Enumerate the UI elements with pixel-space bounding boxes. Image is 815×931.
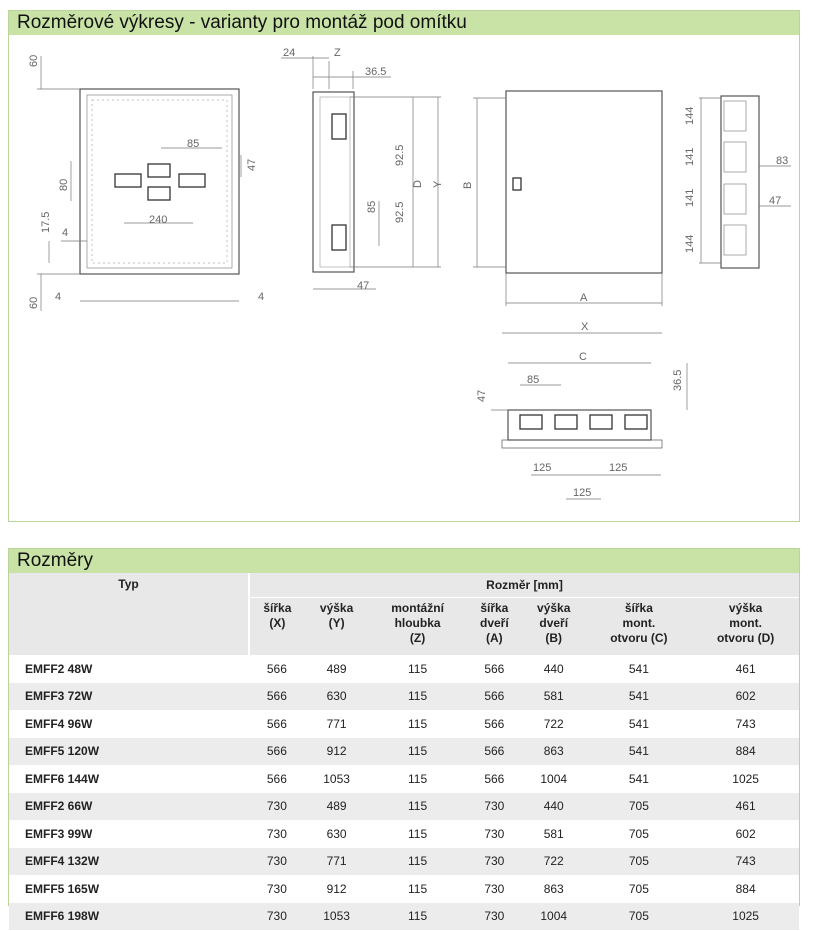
value-cell: 1004	[522, 765, 586, 793]
value-cell: 566	[467, 765, 522, 793]
value-cell: 115	[368, 875, 466, 903]
column-header-line: (A)	[485, 631, 503, 645]
column-header-line: šířka	[263, 601, 292, 615]
value-cell: 705	[586, 793, 693, 821]
type-cell: EMFF6 198W	[9, 903, 249, 931]
column-header	[467, 598, 522, 656]
column-header-line: (Y)	[328, 616, 345, 630]
dim-141-b: 141	[684, 188, 696, 207]
dim-47-top: 47	[476, 389, 488, 402]
value-cell: 912	[305, 738, 369, 766]
dim-47-side: 47	[357, 280, 370, 292]
value-cell: 566	[249, 765, 305, 793]
value-cell: 115	[368, 710, 466, 738]
column-header-line: mont.	[729, 616, 762, 630]
value-cell: 730	[467, 903, 522, 931]
dim-b: B	[462, 181, 474, 189]
column-header-line: (Z)	[409, 631, 426, 645]
value-cell: 730	[467, 820, 522, 848]
value-cell: 722	[522, 710, 586, 738]
drawings-panel	[8, 10, 800, 522]
value-cell: 884	[692, 738, 799, 766]
value-cell: 602	[692, 820, 799, 848]
dim-36-5: 36.5	[365, 66, 387, 78]
value-cell: 730	[249, 848, 305, 876]
door-view	[462, 91, 662, 306]
type-cell: EMFF5 165W	[9, 875, 249, 903]
column-header-line: šířka	[624, 601, 653, 615]
dim-4-a: 4	[62, 227, 69, 239]
column-header-line: dveří	[479, 616, 509, 630]
dim-85: 85	[187, 138, 200, 150]
value-cell: 440	[522, 793, 586, 821]
dimensions-table	[9, 573, 799, 931]
value-cell: 541	[586, 655, 693, 683]
table-row	[9, 710, 799, 738]
table-row	[9, 793, 799, 821]
column-header-line: montážní	[391, 601, 444, 615]
type-cell: EMFF2 48W	[9, 655, 249, 683]
column-header-line: mont.	[622, 616, 656, 630]
value-cell: 771	[305, 710, 369, 738]
value-cell: 115	[368, 683, 466, 711]
value-cell: 863	[522, 875, 586, 903]
side-view	[281, 47, 444, 292]
table-row	[9, 683, 799, 711]
value-cell: 115	[368, 738, 466, 766]
column-header-line: otvoru (D)	[716, 631, 775, 645]
dim-83: 83	[776, 155, 789, 167]
dim-47-profile: 47	[769, 195, 782, 207]
value-cell: 115	[368, 820, 466, 848]
value-cell: 461	[692, 793, 799, 821]
profile-view	[684, 96, 791, 268]
value-cell: 566	[467, 710, 522, 738]
value-cell: 115	[368, 903, 466, 931]
value-cell: 566	[467, 683, 522, 711]
type-cell: EMFF3 72W	[9, 683, 249, 711]
value-cell: 705	[586, 820, 693, 848]
column-header	[305, 598, 369, 656]
table-row	[9, 875, 799, 903]
dim-144-b: 144	[684, 234, 696, 253]
column-header	[249, 598, 305, 656]
value-cell: 771	[305, 848, 369, 876]
dim-125-a: 125	[533, 462, 552, 474]
column-header	[368, 598, 466, 656]
dim-92-5-b: 92.5	[394, 201, 406, 223]
value-cell: 566	[249, 683, 305, 711]
value-cell: 461	[692, 655, 799, 683]
top-view	[476, 321, 687, 499]
value-cell: 541	[586, 710, 693, 738]
value-cell: 630	[305, 820, 369, 848]
dim-60-bottom: 60	[28, 296, 40, 309]
dim-y: Y	[432, 180, 444, 188]
value-cell: 1053	[305, 765, 369, 793]
value-cell: 730	[249, 875, 305, 903]
value-cell: 489	[305, 793, 369, 821]
technical-drawings	[9, 35, 799, 521]
dim-c: C	[579, 351, 587, 363]
value-cell: 581	[522, 683, 586, 711]
value-cell: 115	[368, 848, 466, 876]
type-cell: EMFF3 99W	[9, 820, 249, 848]
value-cell: 743	[692, 710, 799, 738]
dim-z: Z	[334, 47, 341, 59]
dim-141-a: 141	[684, 147, 696, 166]
value-cell: 566	[249, 655, 305, 683]
column-header	[692, 598, 799, 656]
front-view	[28, 55, 264, 311]
dim-144-a: 144	[684, 106, 696, 125]
group-header: Rozměr [mm]	[249, 573, 799, 598]
column-header-line: výška	[537, 601, 571, 615]
value-cell: 541	[586, 738, 693, 766]
column-header-line: otvoru (C)	[610, 631, 668, 645]
value-cell: 730	[467, 848, 522, 876]
value-cell: 730	[467, 875, 522, 903]
value-cell: 705	[586, 903, 693, 931]
dim-80: 80	[58, 178, 70, 191]
column-header-line: výška	[319, 601, 354, 615]
value-cell: 1004	[522, 903, 586, 931]
value-cell: 566	[249, 710, 305, 738]
dim-36-5-top: 36.5	[672, 369, 684, 391]
column-header-line: výška	[728, 601, 763, 615]
drawings-title: Rozměrové výkresy - varianty pro montáž pod omítku	[9, 11, 799, 35]
table-row	[9, 655, 799, 683]
dim-a: A	[580, 292, 588, 304]
column-header-line: (B)	[545, 631, 563, 645]
value-cell: 602	[692, 683, 799, 711]
type-cell: EMFF6 144W	[9, 765, 249, 793]
type-cell: EMFF5 120W	[9, 738, 249, 766]
value-cell: 566	[467, 738, 522, 766]
value-cell: 630	[305, 683, 369, 711]
type-cell: EMFF4 132W	[9, 848, 249, 876]
column-header-line: hloubka	[394, 616, 441, 630]
value-cell: 912	[305, 875, 369, 903]
value-cell: 489	[305, 655, 369, 683]
dim-x: X	[581, 321, 589, 333]
dim-60-top: 60	[28, 54, 40, 67]
value-cell: 884	[692, 875, 799, 903]
value-cell: 566	[467, 655, 522, 683]
value-cell: 115	[368, 655, 466, 683]
dimensions-panel	[8, 548, 800, 924]
value-cell: 115	[368, 793, 466, 821]
value-cell: 730	[249, 903, 305, 931]
table-row	[9, 765, 799, 793]
type-cell: EMFF4 96W	[9, 710, 249, 738]
value-cell: 1053	[305, 903, 369, 931]
dim-125-b: 125	[609, 462, 628, 474]
value-cell: 705	[586, 848, 693, 876]
value-cell: 730	[249, 820, 305, 848]
column-header	[586, 598, 693, 656]
value-cell: 1025	[692, 903, 799, 931]
dim-24: 24	[283, 47, 296, 59]
value-cell: 730	[467, 793, 522, 821]
value-cell: 863	[522, 738, 586, 766]
value-cell: 566	[249, 738, 305, 766]
value-cell: 730	[249, 793, 305, 821]
column-header-line: šířka	[480, 601, 509, 615]
table-row	[9, 738, 799, 766]
dim-d: D	[412, 180, 424, 188]
dim-92-5-a: 92.5	[394, 144, 406, 166]
table-row	[9, 848, 799, 876]
dim-17-5: 17.5	[40, 211, 52, 233]
table-row	[9, 820, 799, 848]
value-cell: 1025	[692, 765, 799, 793]
column-header-line: (X)	[269, 616, 286, 630]
dim-125-c: 125	[573, 487, 592, 499]
dim-85-top: 85	[527, 374, 540, 386]
value-cell: 722	[522, 848, 586, 876]
dim-4-right: 4	[258, 291, 265, 303]
value-cell: 541	[586, 765, 693, 793]
dim-4-left: 4	[55, 291, 62, 303]
column-header-line: dveří	[539, 616, 569, 630]
value-cell: 440	[522, 655, 586, 683]
value-cell: 115	[368, 765, 466, 793]
dim-47: 47	[246, 158, 258, 171]
value-cell: 743	[692, 848, 799, 876]
table-title: Rozměry	[9, 549, 799, 573]
dim-240: 240	[149, 214, 168, 226]
value-cell: 581	[522, 820, 586, 848]
value-cell: 705	[586, 875, 693, 903]
typ-header: Typ	[9, 573, 249, 655]
type-cell: EMFF2 66W	[9, 793, 249, 821]
value-cell: 541	[586, 683, 693, 711]
dim-85-side: 85	[366, 200, 378, 213]
column-header	[522, 598, 586, 656]
